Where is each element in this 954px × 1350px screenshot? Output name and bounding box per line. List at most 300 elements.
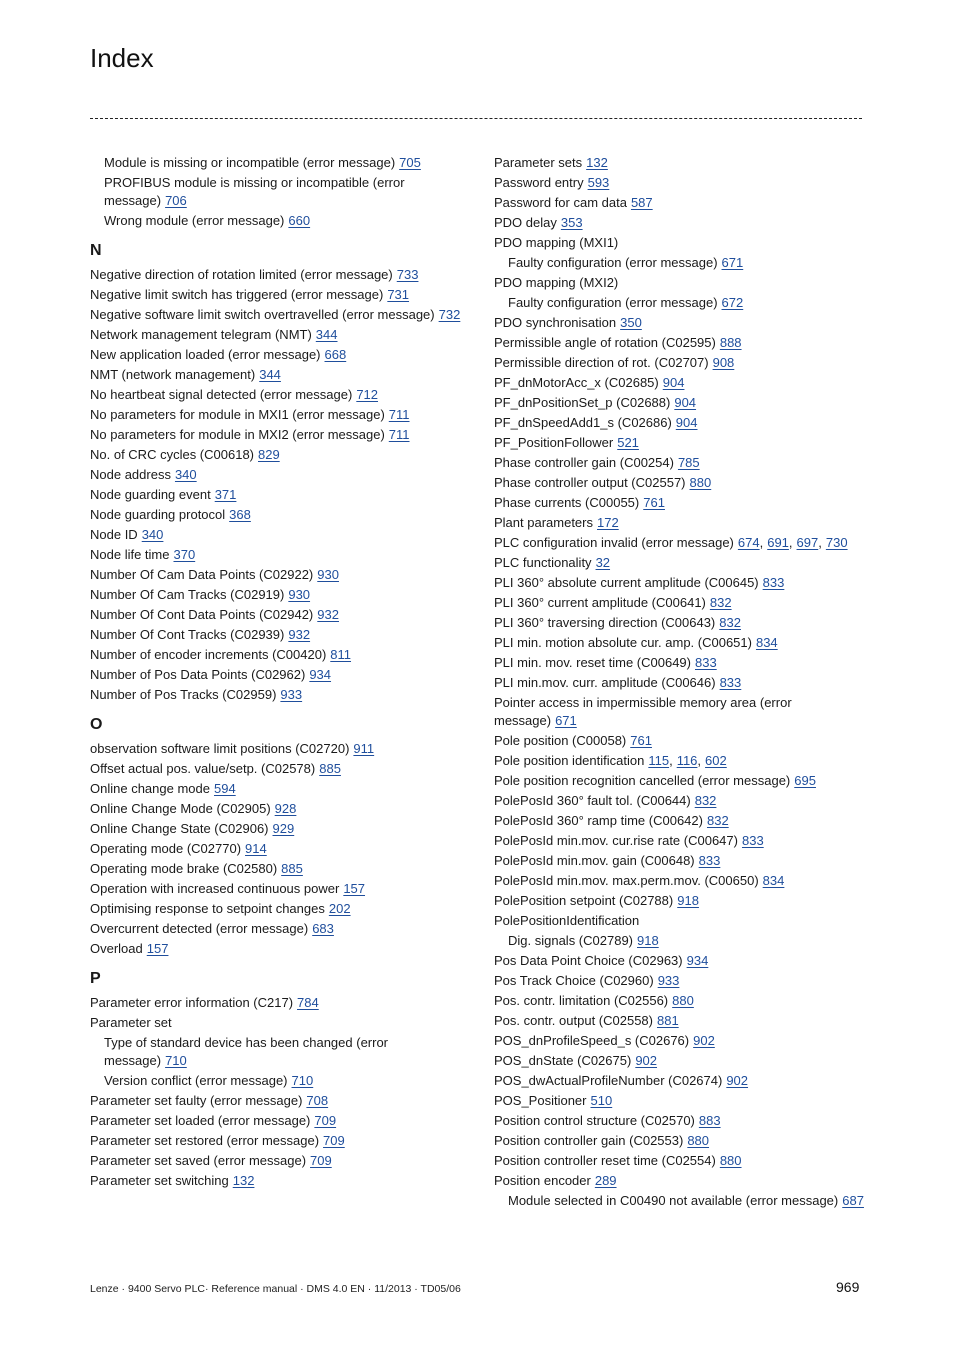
index-entry-text: Version conflict (error message) <box>104 1073 288 1088</box>
index-entry <box>494 534 866 552</box>
page-link[interactable]: 711 <box>388 407 410 422</box>
page-separator: , <box>669 753 673 768</box>
index-entry-text: PolePosId min.mov. cur.rise rate (C00647) <box>494 833 738 848</box>
index-entry-text: Plant parameters <box>494 515 593 530</box>
page-link[interactable]: 829 <box>258 447 280 462</box>
index-entry <box>494 1052 866 1070</box>
index-entry <box>494 634 866 652</box>
index-entry-text: Type of standard device has been changed (error message) <box>104 1035 389 1068</box>
index-entry <box>494 732 866 750</box>
page-link[interactable]: 904 <box>675 415 698 430</box>
index-entry <box>90 366 462 384</box>
page-link[interactable]: 709 <box>314 1113 337 1128</box>
index-entry <box>90 426 462 444</box>
page-link[interactable]: 371 <box>214 487 237 502</box>
index-entry <box>90 546 462 564</box>
page-link[interactable]: 833 <box>695 655 717 670</box>
index-entry <box>494 1072 866 1090</box>
index-entry <box>90 840 462 858</box>
index-column-right <box>494 154 866 1212</box>
page-link[interactable]: 711 <box>388 427 410 442</box>
index-column-left <box>90 154 462 1192</box>
page-link[interactable]: 691 <box>767 535 789 550</box>
index-entry-text: PLI min. motion absolute cur. amp. (C00651) <box>494 635 752 650</box>
index-letter-heading: N <box>90 242 102 259</box>
index-entry-text: PolePosId min.mov. gain (C00648) <box>494 853 695 868</box>
page-title: Index <box>90 43 154 74</box>
index-entry-text: PolePosId 360° fault tol. (C00644) <box>494 793 691 808</box>
page-link[interactable]: 880 <box>672 993 694 1008</box>
page-link[interactable]: 785 <box>677 455 700 470</box>
index-entry <box>494 872 866 890</box>
index-entry-text: Position encoder <box>494 1173 591 1188</box>
index-entry-text: Pole position identification <box>494 753 645 768</box>
page-link[interactable]: 672 <box>721 295 744 310</box>
page-link[interactable]: 761 <box>630 733 652 748</box>
page-link[interactable]: 706 <box>165 193 187 208</box>
index-entry-text: Online Change Mode (C02905) <box>90 801 271 816</box>
index-subentry <box>90 1034 462 1070</box>
index-entry-text: POS_Positioner <box>494 1093 587 1108</box>
index-entry <box>494 792 866 810</box>
page-link[interactable]: 834 <box>762 873 785 888</box>
index-entry <box>90 800 462 818</box>
page-link[interactable]: 32 <box>595 555 611 570</box>
index-entry <box>90 780 462 798</box>
index-entry-text: Parameter set saved (error message) <box>90 1153 307 1168</box>
index-entry-text: Number Of Cont Tracks (C02939) <box>90 627 285 642</box>
page-link[interactable]: 344 <box>315 327 338 342</box>
index-entry <box>90 820 462 838</box>
index-subentry <box>494 1192 866 1210</box>
page-link[interactable]: 934 <box>309 667 332 682</box>
page-link[interactable]: 833 <box>741 833 764 848</box>
index-entry-text: Parameter set restored (error message) <box>90 1133 320 1148</box>
page-link[interactable]: 710 <box>291 1073 314 1088</box>
index-entry-text: PF_dnSpeedAdd1_s (C02686) <box>494 415 672 430</box>
index-entry-text: POS_dnState (C02675) <box>494 1053 632 1068</box>
index-entry <box>90 406 462 424</box>
page-link[interactable]: 587 <box>630 195 653 210</box>
index-entry <box>90 686 462 704</box>
page-link[interactable]: 929 <box>272 821 295 836</box>
index-entry <box>494 1172 866 1190</box>
index-entry-text: PF_PositionFollower <box>494 435 614 450</box>
index-entry-text: Permissible direction of rot. (C02707) <box>494 355 709 370</box>
page-link[interactable]: 834 <box>755 635 778 650</box>
page-link[interactable]: 115 <box>648 753 670 768</box>
page-link[interactable]: 732 <box>438 307 461 322</box>
index-entry <box>494 414 866 432</box>
index-entry-text: Position control structure (C02570) <box>494 1113 695 1128</box>
index-entry-text: Pole position recognition cancelled (error message) <box>494 773 791 788</box>
page-link[interactable]: 784 <box>297 995 319 1010</box>
page-link[interactable]: 930 <box>317 567 339 582</box>
page-link[interactable]: 594 <box>213 781 236 796</box>
index-entry <box>494 752 866 770</box>
page-link[interactable]: 832 <box>709 595 732 610</box>
index-entry <box>90 606 462 624</box>
index-entry-text: Module selected in C00490 not available (error message) <box>508 1193 839 1208</box>
index-entry <box>90 626 462 644</box>
index-letter-heading: O <box>90 716 103 733</box>
index-entry-text: Online Change State (C02906) <box>90 821 269 836</box>
index-entry-text: observation software limit positions (C02720) <box>90 741 350 756</box>
page-link[interactable]: 132 <box>232 1173 255 1188</box>
page-link[interactable]: 683 <box>312 921 334 936</box>
index-entry <box>90 1014 462 1032</box>
index-entry-text: Node guarding event <box>90 487 211 502</box>
index-entry-text: PLI min. mov. reset time (C00649) <box>494 655 691 670</box>
page-link[interactable]: 705 <box>399 155 421 170</box>
page-separator: , <box>759 535 764 550</box>
page-link[interactable]: 888 <box>719 335 742 350</box>
page-link[interactable]: 172 <box>597 515 619 530</box>
index-entry-text: POS_dwActualProfileNumber (C02674) <box>494 1073 723 1088</box>
index-entry <box>494 892 866 910</box>
page-link[interactable]: 340 <box>141 527 164 542</box>
index-subentry <box>494 254 866 272</box>
page-link[interactable]: 934 <box>686 953 709 968</box>
page-link[interactable]: 202 <box>328 901 351 916</box>
index-entry <box>494 434 866 452</box>
page-link[interactable]: 730 <box>825 535 848 550</box>
index-entry-text: Position controller reset time (C02554) <box>494 1153 716 1168</box>
page-link[interactable]: 914 <box>245 841 267 856</box>
index-entry <box>90 940 462 958</box>
index-entry-text: Operating mode (C02770) <box>90 841 242 856</box>
index-entry-text: Faulty configuration (error message) <box>508 255 718 270</box>
index-entry <box>90 920 462 938</box>
page-link[interactable]: 132 <box>586 155 608 170</box>
index-entry <box>90 994 462 1012</box>
index-entry <box>494 594 866 612</box>
page-link[interactable]: 833 <box>698 853 721 868</box>
index-entry-text: Node ID <box>90 527 138 542</box>
index-entry <box>494 154 866 172</box>
index-entry-text: Password for cam data <box>494 195 627 210</box>
page-link[interactable]: 660 <box>288 213 311 228</box>
index-entry-text: PLC configuration invalid (error message) <box>494 535 734 550</box>
index-entry-text: Offset actual pos. value/setp. (C02578) <box>90 761 316 776</box>
index-entry-text: Parameter set loaded (error message) <box>90 1113 311 1128</box>
page-link[interactable]: 593 <box>587 175 610 190</box>
index-entry <box>90 1112 462 1130</box>
index-entry <box>494 1012 866 1030</box>
page-link[interactable]: 904 <box>674 395 697 410</box>
index-entry <box>494 474 866 492</box>
index-entry-text: PDO mapping (MXI2) <box>494 275 619 290</box>
page-link[interactable]: 833 <box>762 575 785 590</box>
index-entry <box>90 346 462 364</box>
index-entry-text: Overload <box>90 941 143 956</box>
footer-page-number: 969 <box>836 1279 860 1295</box>
index-entry-text: Number Of Cam Data Points (C02922) <box>90 567 314 582</box>
index-subentry <box>90 174 462 210</box>
index-entry <box>494 972 866 990</box>
index-entry <box>90 286 462 304</box>
index-entry-text: Operating mode brake (C02580) <box>90 861 278 876</box>
page-link[interactable]: 928 <box>274 801 297 816</box>
index-entry-text: PDO delay <box>494 215 557 230</box>
index-entry <box>494 832 866 850</box>
page-link[interactable]: 521 <box>617 435 639 450</box>
page-link[interactable]: 116 <box>676 753 698 768</box>
page-link[interactable]: 157 <box>146 941 169 956</box>
index-entry-text: PolePosition setpoint (C02788) <box>494 893 674 908</box>
index-entry-text: PROFIBUS module is missing or incompatible (error message) <box>104 175 405 208</box>
index-entry-text: Parameter set faulty (error message) <box>90 1093 303 1108</box>
page-separator: , <box>818 535 822 550</box>
page-link[interactable]: 904 <box>662 375 685 390</box>
index-entry-text: Parameter set switching <box>90 1173 229 1188</box>
index-entry <box>494 674 866 692</box>
page-link[interactable]: 370 <box>173 547 196 562</box>
index-entry <box>494 654 866 672</box>
page-link[interactable]: 157 <box>343 881 366 896</box>
page-link[interactable]: 880 <box>719 1153 742 1168</box>
page-link[interactable]: 697 <box>796 535 819 550</box>
page-separator: , <box>788 535 793 550</box>
page-link[interactable]: 880 <box>689 475 712 490</box>
page-link[interactable]: 695 <box>794 773 816 788</box>
index-entry-text: Dig. signals (C02789) <box>508 933 634 948</box>
index-entry-text: Number of Pos Tracks (C02959) <box>90 687 277 702</box>
page-link[interactable]: 918 <box>637 933 659 948</box>
index-entry-text: PF_dnMotorAcc_x (C02685) <box>494 375 659 390</box>
index-entry-text: Network management telegram (NMT) <box>90 327 312 342</box>
index-entry-text: Phase controller gain (C00254) <box>494 455 674 470</box>
index-entry <box>90 880 462 898</box>
index-entry-text: Pos Track Choice (C02960) <box>494 973 654 988</box>
page-link[interactable]: 761 <box>643 495 665 510</box>
index-letter-heading: P <box>90 970 101 987</box>
index-entry <box>494 812 866 830</box>
index-entry <box>494 174 866 192</box>
index-entry-text: Pos. contr. limitation (C02556) <box>494 993 669 1008</box>
index-entry-text: Negative limit switch has triggered (error message) <box>90 287 384 302</box>
page-link[interactable]: 902 <box>693 1033 715 1048</box>
index-entry-text: Pointer access in impermissible memory area (error message) <box>494 695 792 728</box>
page-link[interactable]: 712 <box>356 387 379 402</box>
page-link[interactable]: 902 <box>635 1053 658 1068</box>
index-entry-text: Permissible angle of rotation (C02595) <box>494 335 716 350</box>
index-entry-text: Number of encoder increments (C00420) <box>90 647 327 662</box>
page-link[interactable]: 671 <box>555 713 577 728</box>
index-entry <box>494 1092 866 1110</box>
page-link[interactable]: 832 <box>694 793 717 808</box>
index-entry-text: Negative direction of rotation limited (error message) <box>90 267 393 282</box>
index-entry <box>90 666 462 684</box>
index-entry-text: Position controller gain (C02553) <box>494 1133 684 1148</box>
page-link[interactable]: 368 <box>229 507 251 522</box>
index-subentry <box>90 212 462 230</box>
page-link[interactable]: 674 <box>737 535 760 550</box>
page-link[interactable]: 510 <box>590 1093 613 1108</box>
page-link[interactable]: 731 <box>387 287 410 302</box>
index-entry-text: Password entry <box>494 175 584 190</box>
index-entry <box>494 334 866 352</box>
index-entry-text: PLC functionality <box>494 555 592 570</box>
page-link[interactable]: 709 <box>310 1153 332 1168</box>
index-entry-text: Faulty configuration (error message) <box>508 295 718 310</box>
page-link[interactable]: 932 <box>317 607 339 622</box>
index-entry-text: PolePositionIdentification <box>494 913 640 928</box>
page-link[interactable]: 668 <box>324 347 347 362</box>
index-entry-text: Online change mode <box>90 781 210 796</box>
index-entry <box>494 314 866 332</box>
index-entry <box>494 574 866 592</box>
index-entry <box>494 394 866 412</box>
page-link[interactable]: 908 <box>712 355 735 370</box>
index-entry-text: Optimising response to setpoint changes <box>90 901 325 916</box>
index-entry <box>90 1092 462 1110</box>
page-link[interactable]: 289 <box>594 1173 617 1188</box>
index-entry-text: Operation with increased continuous power <box>90 881 340 896</box>
index-entry <box>90 526 462 544</box>
index-entry <box>90 486 462 504</box>
index-entry-text: Node guarding protocol <box>90 507 226 522</box>
footer-document-info: Lenze · 9400 Servo PLC· Reference manual · DMS 4.0 EN · 11/2013 · TD05/06 <box>90 1283 461 1295</box>
index-entry-text: Parameter sets <box>494 155 583 170</box>
index-entry <box>494 1152 866 1170</box>
index-entry <box>90 646 462 664</box>
index-entry-text: PDO synchronisation <box>494 315 617 330</box>
index-entry <box>494 554 866 572</box>
page-link[interactable]: 710 <box>165 1053 187 1068</box>
page-link[interactable]: 911 <box>353 741 375 756</box>
header-divider <box>90 118 862 119</box>
index-entry <box>90 1172 462 1190</box>
page-link[interactable]: 687 <box>842 1193 864 1208</box>
index-entry <box>90 740 462 758</box>
index-entry <box>90 900 462 918</box>
index-entry-text: Number of Pos Data Points (C02962) <box>90 667 306 682</box>
index-entry-text: Pole position (C00058) <box>494 733 627 748</box>
index-entry-text: PLI 360° absolute current amplitude (C00645) <box>494 575 759 590</box>
index-entry-text: Overcurrent detected (error message) <box>90 921 309 936</box>
index-entry-text: Number Of Cam Tracks (C02919) <box>90 587 285 602</box>
page-link[interactable]: 340 <box>174 467 197 482</box>
index-entry-text: PLI min.mov. curr. amplitude (C00646) <box>494 675 716 690</box>
index-entry <box>494 354 866 372</box>
page-link[interactable]: 883 <box>698 1113 721 1128</box>
index-entry-text: PDO mapping (MXI1) <box>494 235 619 250</box>
index-entry <box>90 1152 462 1170</box>
index-entry-text: Pos Data Point Choice (C02963) <box>494 953 683 968</box>
index-entry <box>494 214 866 232</box>
page-link[interactable]: 708 <box>306 1093 329 1108</box>
index-entry <box>494 454 866 472</box>
index-subentry <box>494 294 866 312</box>
index-entry-text: No parameters for module in MXI2 (error message) <box>90 427 385 442</box>
index-entry-text: PolePosId 360° ramp time (C00642) <box>494 813 703 828</box>
index-entry-text: Number Of Cont Data Points (C02942) <box>90 607 314 622</box>
index-subentry <box>90 1072 462 1090</box>
index-entry <box>494 194 866 212</box>
index-entry <box>90 860 462 878</box>
index-entry-text: Phase controller output (C02557) <box>494 475 686 490</box>
index-entry <box>90 446 462 464</box>
index-entry-text: Node life time <box>90 547 170 562</box>
index-entry <box>494 694 866 730</box>
page-separator: , <box>697 753 702 768</box>
index-entry <box>494 912 866 930</box>
page-link[interactable]: 602 <box>705 753 727 768</box>
index-entry-text: No heartbeat signal detected (error message) <box>90 387 353 402</box>
index-entry <box>90 566 462 584</box>
index-entry-text: Phase currents (C00055) <box>494 495 640 510</box>
index-entry-text: No. of CRC cycles (C00618) <box>90 447 254 462</box>
page-link[interactable]: 880 <box>687 1133 710 1148</box>
index-entry-text: Parameter error information (C217) <box>90 995 294 1010</box>
index-entry <box>90 586 462 604</box>
page-link[interactable]: 930 <box>288 587 311 602</box>
page-link[interactable]: 832 <box>719 615 741 630</box>
index-entry <box>90 1132 462 1150</box>
index-entry <box>90 506 462 524</box>
index-entry <box>494 1132 866 1150</box>
page-link[interactable]: 833 <box>719 675 742 690</box>
index-entry-text: Module is missing or incompatible (error message) <box>104 155 396 170</box>
index-entry <box>494 374 866 392</box>
index-entry-text: Wrong module (error message) <box>104 213 285 228</box>
page-link[interactable]: 933 <box>657 973 680 988</box>
index-entry-text: PLI 360° traversing direction (C00643) <box>494 615 716 630</box>
page-link[interactable]: 832 <box>706 813 729 828</box>
index-entry <box>90 386 462 404</box>
page-link[interactable]: 350 <box>620 315 642 330</box>
page-link[interactable]: 885 <box>281 861 303 876</box>
index-entry <box>494 952 866 970</box>
index-entry-text: NMT (network management) <box>90 367 256 382</box>
page-link[interactable]: 933 <box>280 687 303 702</box>
index-entry-text: POS_dnProfileSpeed_s (C02676) <box>494 1033 690 1048</box>
index-entry <box>494 1112 866 1130</box>
index-entry-text: PF_dnPositionSet_p (C02688) <box>494 395 671 410</box>
page-link[interactable]: 918 <box>677 893 699 908</box>
index-entry <box>494 852 866 870</box>
index-entry <box>90 306 462 324</box>
index-entry <box>494 614 866 632</box>
page-link[interactable]: 811 <box>330 647 352 662</box>
index-entry <box>494 772 866 790</box>
index-subentry <box>90 154 462 172</box>
index-entry <box>494 274 866 292</box>
index-entry <box>494 514 866 532</box>
page-link[interactable]: 353 <box>560 215 583 230</box>
index-entry <box>494 1032 866 1050</box>
page-link[interactable]: 671 <box>721 255 744 270</box>
index-subentry <box>494 932 866 950</box>
index-entry-text: Pos. contr. output (C02558) <box>494 1013 653 1028</box>
index-entry <box>494 234 866 252</box>
page-link[interactable]: 881 <box>656 1013 679 1028</box>
page-link[interactable]: 733 <box>396 267 419 282</box>
page-link[interactable]: 885 <box>319 761 341 776</box>
index-entry-text: Parameter set <box>90 1015 172 1030</box>
index-entry <box>90 326 462 344</box>
page-link[interactable]: 932 <box>288 627 311 642</box>
page-link[interactable]: 344 <box>259 367 281 382</box>
index-entry <box>494 494 866 512</box>
index-entry-text: PolePosId min.mov. max.perm.mov. (C00650) <box>494 873 759 888</box>
index-entry-text: Node address <box>90 467 171 482</box>
page-link[interactable]: 902 <box>726 1073 749 1088</box>
index-entry-text: PLI 360° current amplitude (C00641) <box>494 595 706 610</box>
page-link[interactable]: 709 <box>323 1133 345 1148</box>
index-entry-text: Negative software limit switch overtravelled (error message) <box>90 307 435 322</box>
